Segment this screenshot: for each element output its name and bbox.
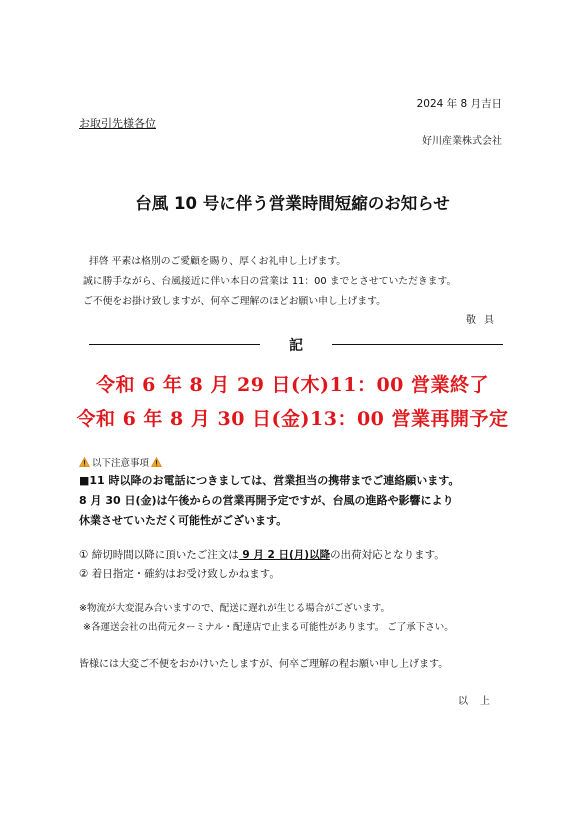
- document-title: 台風 10 号に伴う営業時間短縮のお知らせ: [135, 194, 450, 213]
- item-delivery-date: ② 着日指定・確約はお受け致しかねます。: [79, 568, 280, 580]
- ki-label: 記: [289, 338, 303, 354]
- notice-closure-possibility: 休業させていただく可能性がございます。: [79, 514, 288, 527]
- note-terminal-stop: ※各運送会社の出荷元ターミナル・配達店で止まる可能性があります。 ご了承下さい。: [83, 622, 454, 633]
- greeting-line: 誠に勝手ながら、台風接近に伴い本日の営業は 11：00 までとさせていただきます。: [83, 276, 457, 287]
- notice-closing-time: 令和 6 年 8 月 29 日(木)11：00 営業終了: [95, 374, 490, 396]
- final-message: 皆様には大変ご不便をおかけいたしますが、何卒ご理解の程お願い申し上げます。: [79, 659, 449, 670]
- warning-label: 以下注意事項: [92, 458, 150, 469]
- divider-line-right: [332, 344, 503, 345]
- notice-reopening-time: 令和 6 年 8 月 30 日(金)13：00 営業再開予定: [76, 408, 509, 430]
- warning-heading: [79, 455, 162, 469]
- closing-ijou: 以上: [458, 696, 502, 707]
- document-date: 2024 年 8 月吉日: [416, 98, 502, 110]
- note-logistics-delay: ※物流が大変混み合いますので、配送に遅れが生じる場合がございます。: [79, 603, 391, 614]
- item-order-cutoff: [79, 547, 445, 562]
- closing-keigu: 敬具: [466, 315, 502, 326]
- notice-reopen-detail: 8 月 30 日(金)は午後からの営業再開予定ですが、台風の進路や影響により: [79, 494, 454, 507]
- warning-icon: [151, 457, 162, 467]
- notice-phone-contact: ■11 時以降のお電話につきましては、営業担当の携帯までご連絡願います。: [79, 474, 460, 487]
- company-name: 好川産業株式会社: [422, 136, 502, 147]
- item1-suffix: の出荷対応となります。: [330, 549, 445, 561]
- item1-highlight-date: 9 月 2 日(月)以降: [238, 549, 331, 561]
- ki-divider: [89, 334, 503, 354]
- item1-prefix: ① 締切時間以降に頂いたご注文は: [79, 549, 239, 561]
- greeting-line: ご不便をお掛け致しますが、何卒ご理解のほどお願い申し上げます。: [83, 296, 386, 307]
- addressee: お取引先様各位: [79, 117, 156, 130]
- greeting-line: 拝啓 平素は格別のご愛顧を賜り、厚くお礼申し上げます。: [89, 256, 347, 267]
- warning-icon: [79, 457, 90, 467]
